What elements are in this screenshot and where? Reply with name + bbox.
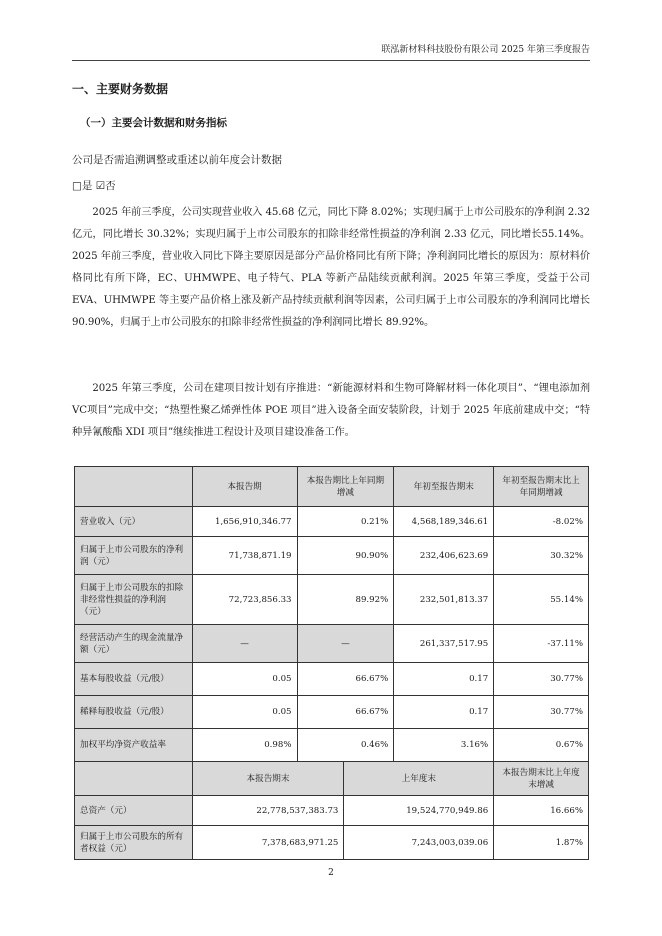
table-header-cell: 本报告期	[192, 467, 297, 507]
table-row	[75, 663, 589, 696]
table-cell: 261,337,517.95	[394, 625, 494, 663]
row-label: 稀释每股收益（元/股）	[75, 696, 193, 729]
table-cell: 0.98%	[192, 729, 297, 762]
table-cell: -8.02%	[494, 507, 589, 537]
table-cell: —	[297, 625, 394, 663]
table-row	[75, 625, 589, 663]
table-cell: 19,524,770,949.86	[344, 796, 494, 826]
table-cell: 4,568,189,346.61	[394, 507, 494, 537]
row-label: 归属于上市公司股东的所有者权益（元）	[75, 826, 193, 860]
table-cell: 66.67%	[297, 696, 394, 729]
table-header-cell: 本报告期比上年同期增减	[297, 467, 394, 507]
table-row	[75, 826, 589, 860]
row-label: 营业收入（元）	[75, 507, 193, 537]
restatement-options: □是 ☑否	[72, 180, 116, 192]
table-cell: 0.67%	[494, 729, 589, 762]
section-subtitle: （一）主要会计数据和财务指标	[80, 117, 227, 129]
table-cell: 90.90%	[297, 537, 394, 575]
table-row	[75, 796, 589, 826]
row-label: 经营活动产生的现金流量净额（元）	[75, 625, 193, 663]
restatement-question: 公司是否需追溯调整或重述以前年度会计数据	[72, 154, 282, 166]
table-cell: 1.87%	[494, 826, 589, 860]
table-header-cell: 本报告期末比上年度末增减	[494, 762, 589, 796]
table-cell: 0.05	[192, 696, 297, 729]
table-cell: 0.17	[394, 696, 494, 729]
table-cell: 30.32%	[494, 537, 589, 575]
table-cell: 30.77%	[494, 696, 589, 729]
section-title: 一、主要财务数据	[72, 82, 169, 96]
table-cell: 72,723,856.33	[192, 575, 297, 625]
table-cell: 71,738,871.19	[192, 537, 297, 575]
table-row	[75, 696, 589, 729]
table-row	[75, 537, 589, 575]
table-cell: 0.21%	[297, 507, 394, 537]
table-header-cell: 本报告期末	[192, 762, 344, 796]
table-cell: 55.14%	[494, 575, 589, 625]
table-cell: 3.16%	[394, 729, 494, 762]
row-label: 基本每股收益（元/股）	[75, 663, 193, 696]
page-header	[72, 42, 590, 61]
table-cell: 7,378,683,971.25	[192, 826, 344, 860]
table-header-cell: 年初至报告期末比上年同期增减	[494, 467, 589, 507]
table-cell: 7,243,003,039.06	[344, 826, 494, 860]
report-title: 联泓新材料科技股份有限公司 2025 年第三季度报告	[381, 45, 590, 55]
financial-data-table	[74, 466, 589, 860]
row-label: 总资产（元）	[75, 796, 193, 826]
page-number: 2	[328, 868, 334, 878]
table-cell: 30.77%	[494, 663, 589, 696]
table-cell: 232,406,623.69	[394, 537, 494, 575]
table-row	[75, 729, 589, 762]
table-cell: 0.17	[394, 663, 494, 696]
table-cell: -37.11%	[494, 625, 589, 663]
table-row	[75, 507, 589, 537]
table-header-cell	[75, 762, 193, 796]
table-cell: 89.92%	[297, 575, 394, 625]
table-cell: —	[192, 625, 297, 663]
table-cell: 0.46%	[297, 729, 394, 762]
table-cell: 1,656,910,346.77	[192, 507, 297, 537]
table-cell: 232,501,813.37	[394, 575, 494, 625]
table-header-row	[75, 467, 589, 507]
table-row	[75, 575, 589, 625]
row-label: 加权平均净资产收益率	[75, 729, 193, 762]
table-header-cell	[75, 467, 193, 507]
table-header-row	[75, 762, 589, 796]
row-label: 归属于上市公司股东的扣除非经常性损益的净利润（元）	[75, 575, 193, 625]
table-cell: 22,778,537,383.73	[192, 796, 344, 826]
table-cell: 0.05	[192, 663, 297, 696]
summary-paragraph: 2025 年前三季度，公司实现营业收入 45.68 亿元，同比下降 8.02%；实现归属于上市公司股东的净利润 2.32 亿元，同比增长 30.32%；实现归属于上市公司股东的扣除非经常性损益的净利润 2.33 亿元，同比增长55.14%。2025 年前三季度，营业收入同比下降主要原因是部分产品价格同比有所下降；净利润同比增长的原因为：原材料价格同比有所下降，EC、UHMWPE、电子特气、PLA 等新产品陆续贡献利润。2025 年第三季度，受益于公司 EVA、UHMWPE 等主要产品价格上涨及新产品持续贡献利润等因素，公司归属于上市公司股东的净利润同比增长 90.90%，归属于上市公司股东的扣除非经常性损益的净利润同比增长 89.92%。	[72, 207, 590, 328]
table-header-cell: 上年度末	[344, 762, 494, 796]
table-header-cell: 年初至报告期末	[394, 467, 494, 507]
table-cell: 66.67%	[297, 663, 394, 696]
projects-paragraph: 2025 年第三季度，公司在建项目按计划有序推进：“新能源材料和生物可降解材料一体化项目”、“锂电添加剂VC项目”完成中交；“热塑性聚乙烯弹性体 POE 项目”进入设备全面安装阶段，计划于 2025 年底前建成中交；“特种异氰酸酯 XDI 项目”继续推进工程设计及项目建设准备工作。	[72, 383, 590, 438]
table-cell: 16.66%	[494, 796, 589, 826]
row-label: 归属于上市公司股东的净利润（元）	[75, 537, 193, 575]
